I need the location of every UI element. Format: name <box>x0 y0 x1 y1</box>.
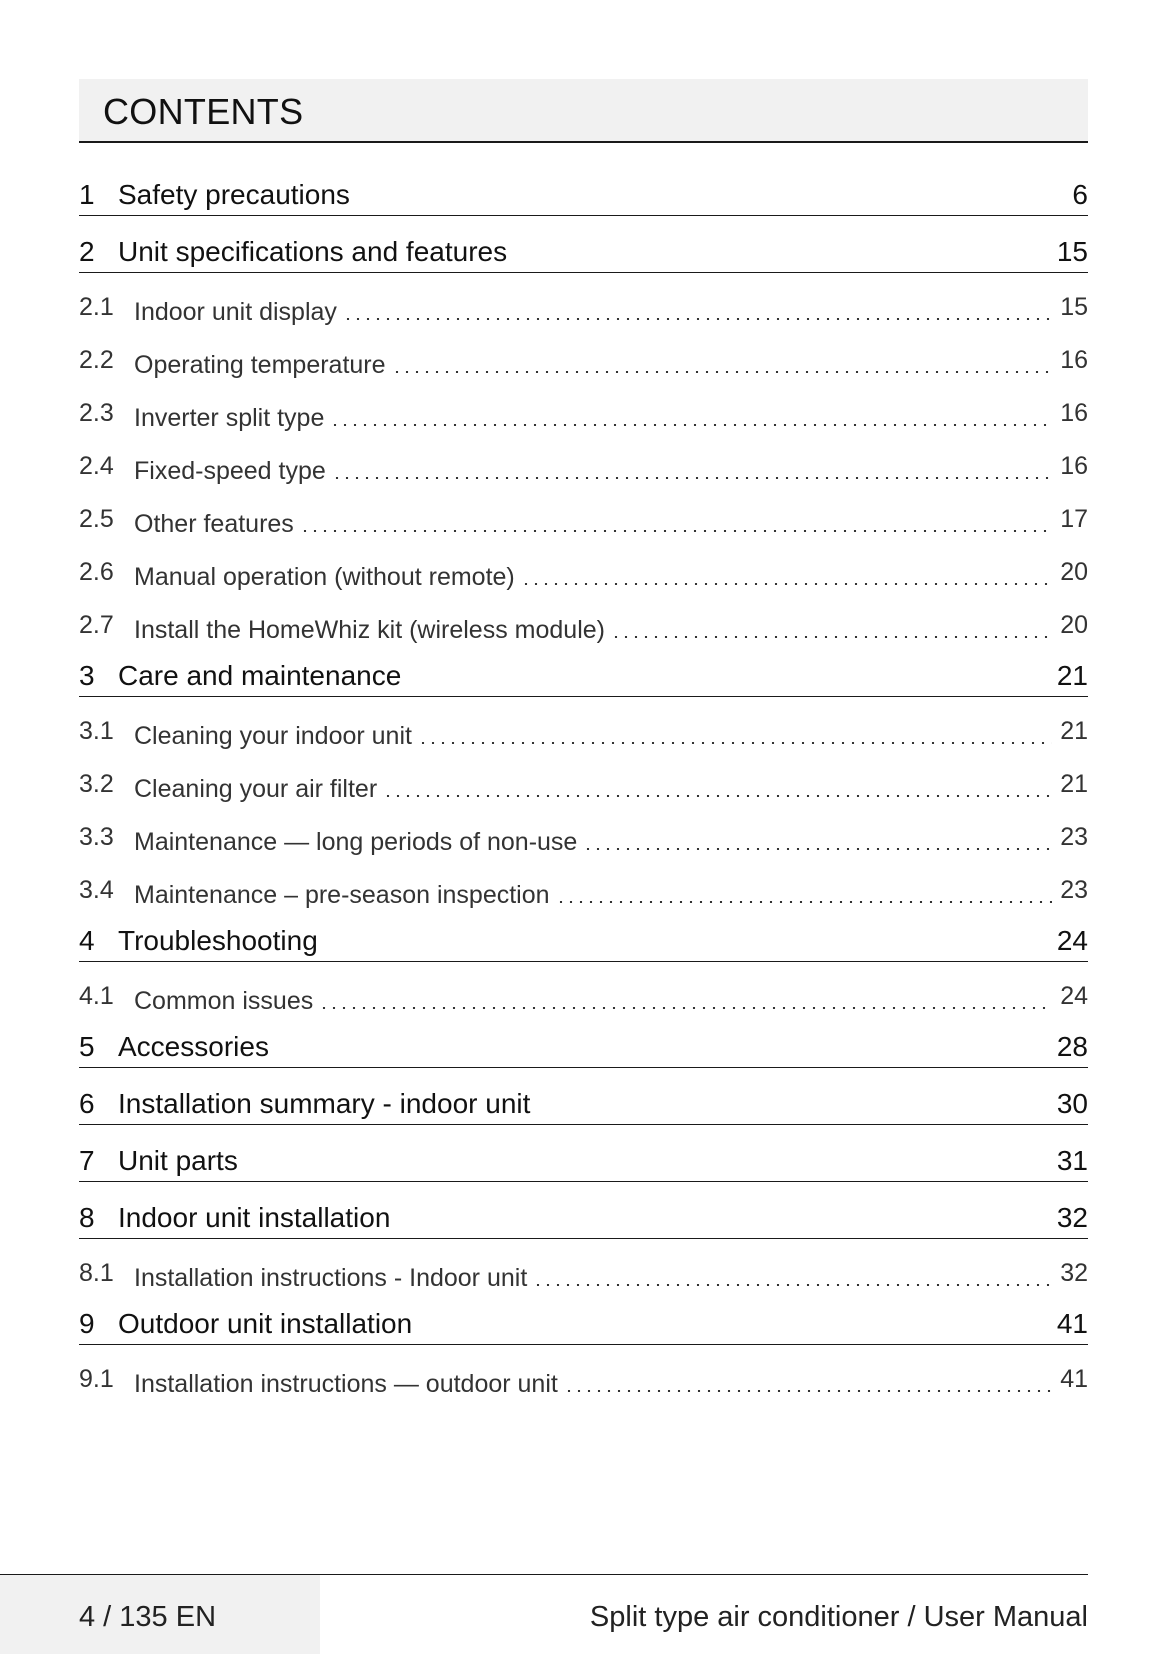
section-leader <box>134 719 1052 749</box>
chapter-page: 15 <box>1056 236 1088 267</box>
section-number: 3.2 <box>79 770 114 798</box>
dot-leader <box>332 477 1052 479</box>
section-title: Operating temperature <box>134 353 392 378</box>
toc-chapter-5[interactable] <box>79 1027 1088 1068</box>
section-title: Cleaning your air filter <box>134 777 383 802</box>
section-number: 2.7 <box>79 611 114 639</box>
chapter-number: 5 <box>79 1031 95 1062</box>
section-number: 2.2 <box>79 346 114 374</box>
section-page: 16 <box>1060 452 1088 480</box>
section-number: 2.5 <box>79 505 114 533</box>
toc-section-3.1[interactable] <box>79 719 1088 753</box>
chapter-number: 4 <box>79 925 95 956</box>
chapter-page: 31 <box>1056 1145 1088 1176</box>
toc-section-2.7[interactable] <box>79 613 1088 647</box>
chapter-title: Unit parts <box>118 1145 238 1176</box>
section-title: Other features <box>134 512 300 537</box>
section-number: 2.1 <box>79 293 114 321</box>
dot-leader <box>611 636 1052 638</box>
section-title: Installation instructions — outdoor unit <box>134 1372 564 1397</box>
section-number: 2.3 <box>79 399 114 427</box>
section-page: 41 <box>1060 1365 1088 1393</box>
section-leader <box>134 1261 1052 1291</box>
chapter-number: 7 <box>79 1145 95 1176</box>
toc-section-2.5[interactable] <box>79 507 1088 541</box>
chapter-page: 41 <box>1056 1308 1088 1339</box>
chapter-title: Indoor unit installation <box>118 1202 391 1233</box>
section-page: 23 <box>1060 823 1088 851</box>
section-page: 23 <box>1060 876 1088 904</box>
dot-leader <box>533 1284 1052 1286</box>
chapter-title: Accessories <box>118 1031 269 1062</box>
section-leader <box>134 454 1052 484</box>
chapter-number: 3 <box>79 660 95 691</box>
section-leader <box>134 560 1052 590</box>
dot-leader <box>583 848 1052 850</box>
page-title: CONTENTS <box>103 91 304 132</box>
toc-section-2.1[interactable] <box>79 295 1088 329</box>
toc-section-3.3[interactable] <box>79 825 1088 859</box>
section-title: Fixed-speed type <box>134 459 332 484</box>
section-number: 3.4 <box>79 876 114 904</box>
contents-header <box>79 79 1088 143</box>
section-leader <box>134 825 1052 855</box>
toc-chapter-9[interactable] <box>79 1304 1088 1345</box>
toc-chapter-1[interactable] <box>79 175 1088 216</box>
section-leader <box>134 1367 1052 1397</box>
section-page: 16 <box>1060 399 1088 427</box>
section-page: 20 <box>1060 611 1088 639</box>
section-title: Installation instructions - Indoor unit <box>134 1266 533 1291</box>
section-page: 24 <box>1060 982 1088 1010</box>
section-leader <box>134 348 1052 378</box>
section-page: 17 <box>1060 505 1088 533</box>
chapter-title: Safety precautions <box>118 179 350 210</box>
chapter-number: 6 <box>79 1088 95 1119</box>
toc-chapter-8[interactable] <box>79 1198 1088 1239</box>
toc-section-4.1[interactable] <box>79 984 1088 1018</box>
dot-leader <box>556 901 1052 903</box>
section-leader <box>134 295 1052 325</box>
section-page: 21 <box>1060 770 1088 798</box>
toc-section-3.2[interactable] <box>79 772 1088 806</box>
section-page: 16 <box>1060 346 1088 374</box>
section-leader <box>134 984 1052 1014</box>
section-page: 20 <box>1060 558 1088 586</box>
toc-chapter-6[interactable] <box>79 1084 1088 1125</box>
dot-leader <box>564 1390 1052 1392</box>
toc-chapter-4[interactable] <box>79 921 1088 962</box>
section-number: 9.1 <box>79 1365 114 1393</box>
section-page: 32 <box>1060 1259 1088 1287</box>
toc-section-2.2[interactable] <box>79 348 1088 382</box>
section-number: 8.1 <box>79 1259 114 1287</box>
section-number: 4.1 <box>79 982 114 1010</box>
section-number: 2.4 <box>79 452 114 480</box>
section-page: 21 <box>1060 717 1088 745</box>
section-title: Install the HomeWhiz kit (wireless module) <box>134 618 611 643</box>
chapter-title: Installation summary - indoor unit <box>118 1088 531 1119</box>
dot-leader <box>343 318 1052 320</box>
toc-section-8.1[interactable] <box>79 1261 1088 1295</box>
toc-chapter-2[interactable] <box>79 232 1088 273</box>
dot-leader <box>392 371 1052 373</box>
toc-section-9.1[interactable] <box>79 1367 1088 1401</box>
section-page: 15 <box>1060 293 1088 321</box>
chapter-title: Care and maintenance <box>118 660 402 691</box>
section-title: Manual operation (without remote) <box>134 565 521 590</box>
section-title: Maintenance — long periods of non-use <box>134 830 583 855</box>
toc-section-3.4[interactable] <box>79 878 1088 912</box>
section-leader <box>134 401 1052 431</box>
section-leader <box>134 507 1052 537</box>
section-title: Common issues <box>134 989 319 1014</box>
section-number: 3.3 <box>79 823 114 851</box>
chapter-page: 6 <box>1072 179 1088 210</box>
dot-leader <box>383 795 1052 797</box>
section-leader <box>134 613 1052 643</box>
section-leader <box>134 878 1052 908</box>
section-title: Maintenance – pre-season inspection <box>134 883 556 908</box>
chapter-number: 1 <box>79 179 95 210</box>
chapter-page: 24 <box>1056 925 1088 956</box>
footer-page-number: 4 / 135 EN <box>79 1601 217 1633</box>
section-number: 3.1 <box>79 717 114 745</box>
chapter-page: 32 <box>1056 1202 1088 1233</box>
dot-leader <box>300 530 1052 532</box>
dot-leader <box>418 742 1052 744</box>
section-number: 2.6 <box>79 558 114 586</box>
chapter-number: 2 <box>79 236 95 267</box>
toc-section-2.6[interactable] <box>79 560 1088 594</box>
section-leader <box>134 772 1052 802</box>
chapter-page: 30 <box>1056 1088 1088 1119</box>
toc-chapter-7[interactable] <box>79 1141 1088 1182</box>
section-title: Indoor unit display <box>134 300 343 325</box>
chapter-number: 9 <box>79 1308 95 1339</box>
section-title: Cleaning your indoor unit <box>134 724 418 749</box>
dot-leader <box>319 1007 1052 1009</box>
footer-manual-title: Split type air conditioner / User Manual <box>589 1601 1088 1633</box>
chapter-title: Troubleshooting <box>118 925 318 956</box>
chapter-number: 8 <box>79 1202 95 1233</box>
chapter-title: Unit specifications and features <box>118 236 508 267</box>
chapter-title: Outdoor unit installation <box>118 1308 413 1339</box>
section-title: Inverter split type <box>134 406 330 431</box>
toc-section-2.4[interactable] <box>79 454 1088 488</box>
toc-section-2.3[interactable] <box>79 401 1088 435</box>
dot-leader <box>521 583 1052 585</box>
toc-chapter-3[interactable] <box>79 656 1088 697</box>
dot-leader <box>330 424 1052 426</box>
chapter-page: 28 <box>1056 1031 1088 1062</box>
chapter-page: 21 <box>1056 660 1088 691</box>
